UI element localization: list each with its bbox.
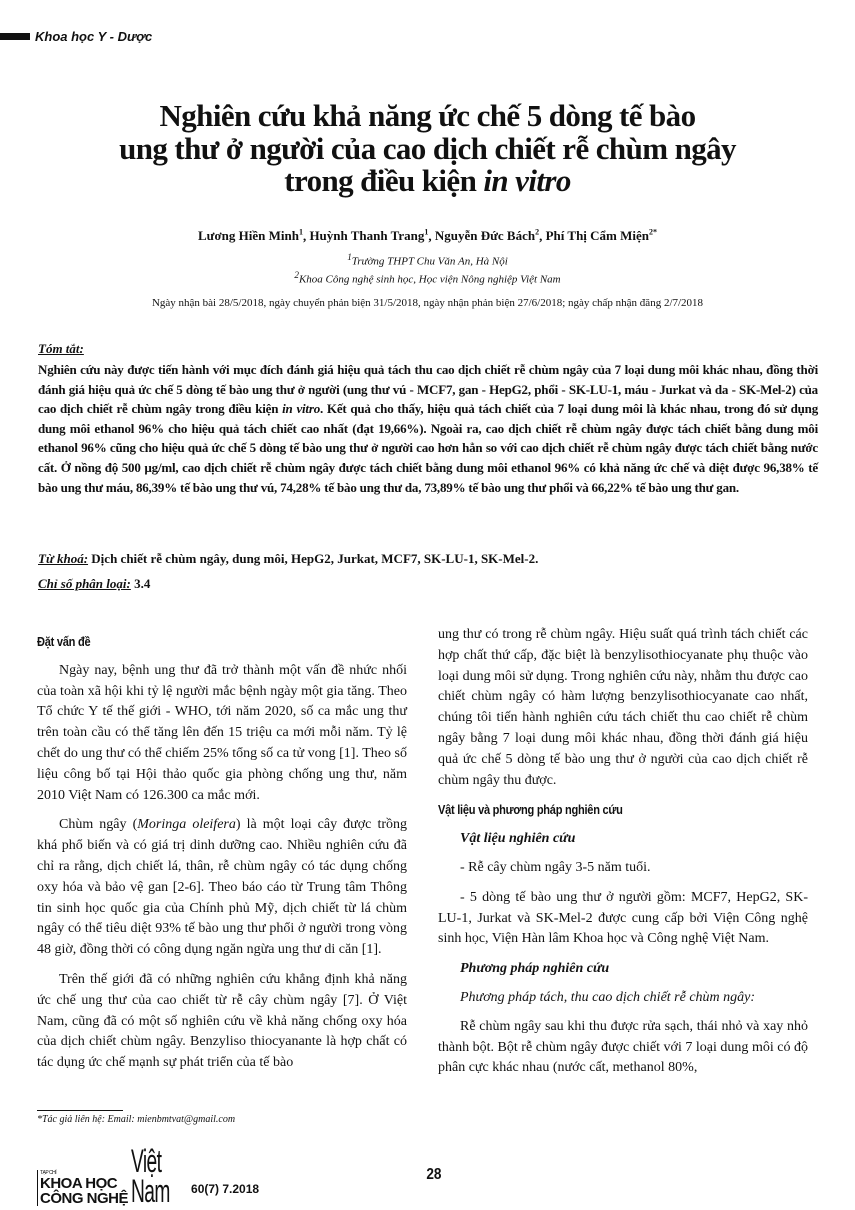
right-column — [438, 625, 808, 1088]
journal-footer — [37, 1143, 260, 1209]
keywords: Từ khoá: Dịch chiết rễ chùm ngây, dung môi, HepG2, Jurkat, MCF7, SK-LU-1, SK-Mel-2. — [38, 551, 539, 566]
author: Huỳnh Thanh Trang$^1$ — [309, 228, 429, 244]
paragraph: ung thư có trong rễ chùm ngây. Hiệu suất quá trình tách chiết các hợp chất thứ cấp, đặc biệt là benzylisothiocyanate phụ thuộc vào loại dung môi sử dụng. Trong nghiên cứu này, nhằm thu được cao chiết chùm ngây có hàm lượng benzylisothiocyanate cao nhất, chúng tôi tiến hành nghiên cứu tách chiết thu cao chiết rễ chùm ngây bằng 7 loại dung môi khác nhau, đồng thời đánh giá hiệu quả ức chế 5 dòng tế bào ung thư ở người của cao dịch chiết rễ chùm ngây thu được. — [438, 627, 808, 788]
paragraph: Chùm ngây (Moringa oleifera) là một loại cây được trồng khá phổ biến và có giá trị dinh dưỡng cao. Nhiều nghiên cứu đã chỉ ra rằng, dịch chiết lá, thân, rễ chùm ngây có tác dụng chống oxy hóa và bảo vệ gan [2-6]. Theo báo cáo từ Trung tâm Thông tin sinh học quốc gia của Chính phủ Mỹ, dịch chiết từ lá chùm ngây có thể tiêu diệt 93% tế bào ung thư phổi ở người trong vòng 48 giờ, đồng thời có công dụng ngăn ngừa ung thư di căn [1]. — [37, 817, 408, 958]
affiliation: $^1$Trường THPT Chu Văn An, Hà Nội — [347, 252, 508, 268]
footnote: *Tác giả liên hệ: Email: mienbmtvat@gmail.com — [37, 1114, 236, 1125]
author: Nguyễn Đức Bách$^2$ — [434, 228, 540, 244]
title-line: Nghiên cứu khả năng ức chế 5 dòng tế bào — [159, 98, 696, 133]
title-text: trong điều kiện — [284, 163, 484, 198]
classification: Chỉ số phân loại: 3.4 — [38, 576, 151, 591]
title-line — [0, 165, 855, 198]
submission-dates: Ngày nhận bài 28/5/2018, ngày chuyển phản biện 31/5/2018, ngày nhận phản biện 27/6/2018; ngày chấp nhận đăng 2/7/2018 — [151, 297, 704, 309]
issue-number: 60(7) 7.2018 — [191, 1182, 260, 1196]
header-bar — [0, 33, 30, 40]
section-header — [0, 29, 152, 44]
author: Phí Thị Cẩm Miện$^{2*}$ — [545, 228, 658, 244]
author: Lương Hiền Minh$^1$ — [197, 228, 303, 244]
subheading: Phương pháp tách, thu cao dịch chiết rễ chùm ngây: — [460, 989, 756, 1005]
journal-logo: TẠP CHÍ KHOA HỌC CÔNG NGHỆ — [37, 1170, 128, 1206]
title-line: ung thư ở người của cao dịch chiết rễ chùm ngây — [119, 130, 736, 166]
article-title — [0, 100, 855, 198]
section-label: Khoa học Y - Dược — [35, 29, 153, 44]
footnote-divider — [37, 1110, 123, 1111]
left-column — [37, 632, 407, 1083]
abstract: Nghiên cứu này được tiến hành với mục đích đánh giá hiệu quả tách thu cao dịch chiết rễ chùm ngây của 7 loại dung môi khác nhau, đồng thời đánh giá hiệu quả ức chế 5 dòng tế bào ung thư ở người (ung thư vú - MCF7, gan - HepG2, phổi - SK-LU-1, máu - Jurkat và da - SK-Mel-2) của cao dịch chiết rễ chùm ngây trong điều kiện in vitro. Kết quả cho thấy, hiệu quả tách chiết của 7 loại dung môi là khác nhau, trong đó sử dụng dung môi ethanol 96% cho hiệu quả tách chiết cao nhất (đạt 19,66%). Ngoài ra, cao dịch chiết rễ chùm ngây được tách chiết bằng dung môi ethanol 96% cũng cho hiệu quả ức chế 5 dòng tế bào ung thư ở người cao hơn hẳn so với cao dịch chiết rễ chùm ngây được tách chiết bằng nước cất. Ở nồng độ 500 µg/ml, cao dịch chiết rễ chùm ngây được tách chiết bằng dung môi ethanol 96% có khả năng ức chế và diệt được 96,38% tế bào ung thư máu, 86,39% tế bào ung thư vú, 74,28% tế bào ung thư da, 73,89% tế bào ung thư phổi và 66,22% tế bào ung thư gan. — [38, 362, 818, 495]
journal-logo-vn: Việt Nam — [131, 1143, 170, 1209]
paragraph: Trên thế giới đã có những nghiên cứu khẳng định khả năng ức chế ung thư của cao chiết từ rễ cây chùm ngây [7]. Ở Việt Nam, cũng đã có một số nghiên cứu về khả năng chống oxy hóa của dịch chiết chùm ngây. Benzyliso thiocyanante là hợp chất có tác dụng ức chế mạnh sự phát triển của tế bào — [37, 971, 407, 1071]
title-italic: in vitro — [483, 163, 571, 198]
subheading: Vật liệu nghiên cứu — [460, 831, 576, 847]
list-item: - Rễ cây chùm ngây 3-5 năm tuổi. — [460, 859, 651, 875]
list-item: - 5 dòng tế bào ung thư ở người gồm: MCF7, HepG2, SK-LU-1, Jurkat và SK-Mel-2 được cung cấp bởi Viện Công nghệ sinh học, Viện Hàn lâm Khoa học và Công nghệ Việt Nam. — [438, 889, 808, 947]
section-heading: Đặt vấn đề — [37, 634, 91, 649]
page-number: 28 — [426, 1166, 442, 1183]
paragraph: Ngày nay, bệnh ung thư đã trở thành một vấn đề nhức nhối của toàn xã hội khi tỷ lệ người mắc bệnh ngày một gia tăng. Theo Tổ chức Y tế thế giới - WHO, tới năm 2020, số ca mắc ung thư trên toàn cầu có thể tăng lên đến 15 triệu ca mới mỗi năm. Tỷ lệ chết do ung thư có thể chiếm 25% tổng số ca tử vong [1]. Theo số liệu công bố tại Hội thảo quốc gia phòng chống ung thư, năm 2010 Việt Nam có 126.300 ca mắc mới. — [37, 662, 407, 803]
authors: Lương Hiền Minh$^1$, Huỳnh Thanh Trang$^1$, Nguyễn Đức Bách$^2$, Phí Thị Cẩm Miện$^{2*}$ — [197, 228, 658, 244]
subheading: Phương pháp nghiên cứu — [460, 961, 610, 977]
section-heading: Vật liệu và phương pháp nghiên cứu — [438, 802, 623, 818]
paragraph: Rễ chùm ngây sau khi thu được rửa sạch, thái nhỏ và xay nhỏ thành bột. Bột rễ chùm ngây được chiết với 7 loại dung môi có độ phân cực khác nhau (nước cất, methanol 80%, — [438, 1018, 808, 1076]
affiliation: $^2$Khoa Công nghệ sinh học, Học viện Nông nghiệp Việt Nam — [294, 270, 561, 286]
abstract-label: Tóm tắt: — [38, 341, 84, 356]
